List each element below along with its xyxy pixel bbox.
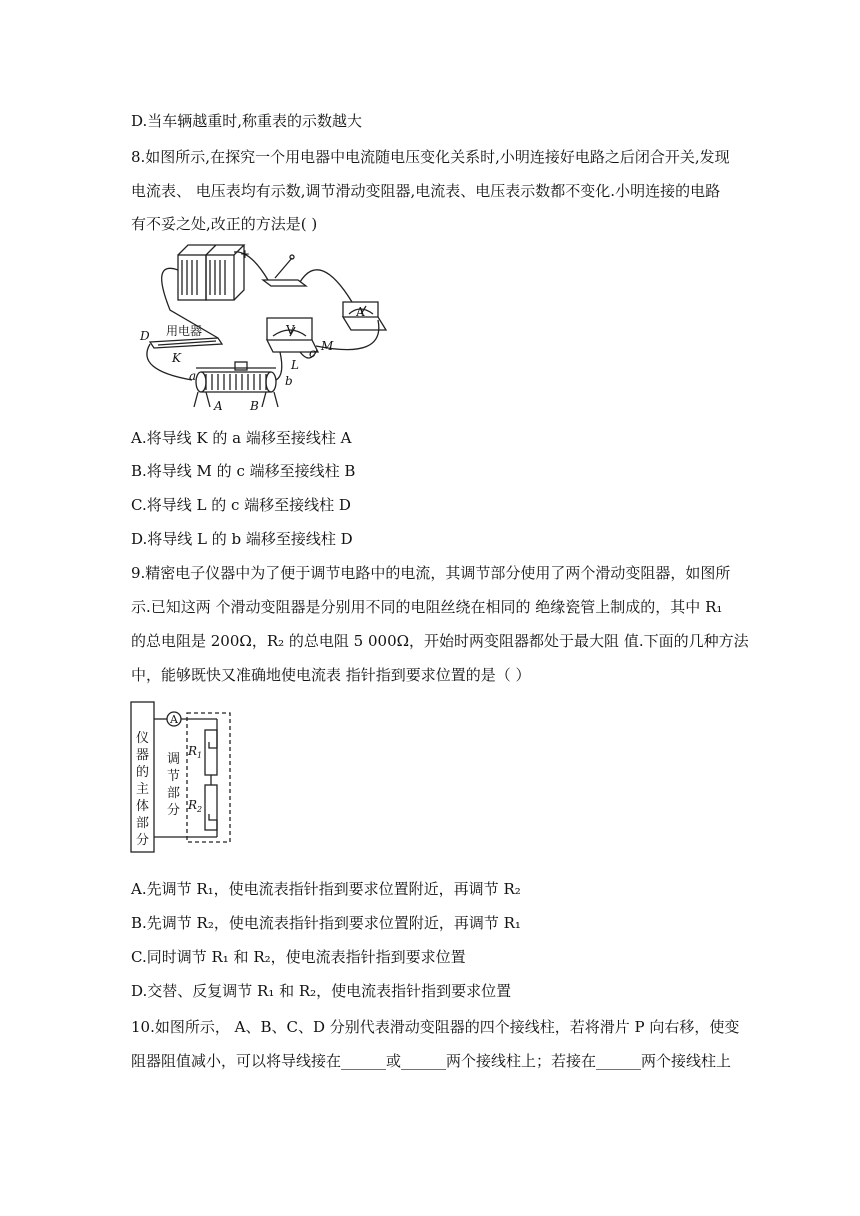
q8-stem-line1: 8.如图所示,在探究一个用电器中电流随电压变化关系时,小明连接好电路之后闭合开关,发现 bbox=[131, 148, 730, 166]
point-a-label: a bbox=[189, 369, 197, 383]
r2-resistor bbox=[205, 785, 217, 830]
q8-stem-line2: 电流表、 电压表均有示数,调节滑动变阻器,电流表、电压表示数都不变化.小明连接的电路 bbox=[131, 182, 721, 200]
q8-option-c: C.将导线 L 的 c 端移至接线柱 D bbox=[131, 496, 351, 514]
terminal-b-label: B bbox=[250, 399, 259, 413]
q9-ammeter-label: A bbox=[170, 713, 178, 726]
main-body-label bbox=[136, 731, 149, 848]
terminal-d-label: D bbox=[140, 329, 150, 343]
regulating-label bbox=[167, 752, 180, 818]
svg-text:主: 主 bbox=[136, 782, 150, 797]
ammeter-label: A bbox=[356, 305, 365, 319]
battery-plus-label: + bbox=[240, 247, 251, 261]
r1-resistor bbox=[205, 730, 217, 775]
device-label: 用电器 bbox=[166, 324, 203, 338]
q10-stem-line1: 10.如图所示， A、B、C、D 分别代表滑动变阻器的四个接线柱，若将滑片 P 向右移，使变 bbox=[131, 1018, 740, 1036]
q9-stem-line4: 中，能够既快又准确地使电流表 指针指到要求位置的是（ ） bbox=[131, 666, 531, 684]
svg-text:部: 部 bbox=[167, 786, 181, 801]
q9-option-d: D.交替、反复调节 R₁ 和 R₂，使电流表指针指到要求位置 bbox=[131, 982, 512, 1000]
svg-text:器: 器 bbox=[136, 748, 150, 763]
q8-option-a: A.将导线 K 的 a 端移至接线柱 A bbox=[131, 429, 352, 447]
q9-stem-line1: 9.精密电子仪器中为了便于调节电路中的电流，其调节部分使用了两个滑动变阻器，如图所 bbox=[131, 564, 731, 582]
svg-text:R1 bbox=[187, 744, 202, 760]
q8-circuit-figure bbox=[130, 240, 390, 415]
svg-text:部: 部 bbox=[136, 816, 150, 831]
svg-text:分: 分 bbox=[167, 803, 181, 818]
svg-text:的: 的 bbox=[136, 765, 150, 780]
svg-text:R2 bbox=[187, 798, 202, 814]
q8-option-b: B.将导线 M 的 c 端移至接线柱 B bbox=[131, 462, 356, 480]
q9-option-a: A.先调节 R₁，使电流表指针指到要求位置附近，再调节 R₂ bbox=[131, 880, 521, 898]
q9-stem-line2: 示.已知这两 个滑动变阻器是分别用不同的电阻丝绕在相同的 绝缘瓷管上制成的，其中 R₁ bbox=[131, 598, 723, 616]
wire-l-label: L bbox=[291, 358, 299, 372]
q9-option-b: B.先调节 R₂，使电流表指针指到要求位置附近，再调节 R₁ bbox=[131, 914, 521, 932]
q10-stem-line2: 阻器阻值减小，可以将导线接在______或______两个接线柱上；若接在______两个接线柱上 bbox=[131, 1052, 732, 1070]
point-b-label: b bbox=[285, 374, 293, 388]
battery-icon bbox=[178, 245, 244, 300]
q7-option-d: D.当车辆越重时,称重表的示数越大 bbox=[131, 112, 363, 130]
r1-subscript: 1 bbox=[197, 751, 203, 760]
q8-stem-line3: 有不妥之处,改正的方法是( ) bbox=[131, 215, 318, 233]
rheostat-icon bbox=[194, 362, 278, 407]
regulating-dashed-box bbox=[187, 713, 230, 842]
r2-label: R bbox=[188, 798, 198, 812]
q9-stem-line3: 的总电阻是 200Ω，R₂ 的总电阻 5 000Ω，开始时两变阻器都处于最大阻 值.下面的几种方法 bbox=[131, 632, 749, 650]
svg-text:分: 分 bbox=[136, 833, 150, 848]
point-c-label: c bbox=[309, 346, 316, 360]
svg-text:仪: 仪 bbox=[136, 731, 150, 746]
svg-text:调: 调 bbox=[167, 752, 181, 767]
voltmeter-label: V bbox=[286, 323, 295, 337]
wire-k-label: K bbox=[172, 351, 181, 365]
svg-text:体: 体 bbox=[136, 799, 150, 814]
terminal-a-label: A bbox=[214, 399, 223, 413]
q9-option-c: C.同时调节 R₁ 和 R₂，使电流表指针指到要求位置 bbox=[131, 948, 466, 966]
wire-m-label: M bbox=[321, 339, 334, 353]
q8-option-d: D.将导线 L 的 b 端移至接线柱 D bbox=[131, 530, 353, 548]
switch-icon bbox=[263, 255, 306, 286]
device-icon bbox=[150, 338, 222, 348]
q9-circuit-figure bbox=[128, 700, 238, 860]
svg-text:节: 节 bbox=[167, 769, 181, 784]
r1-label: R bbox=[188, 744, 198, 758]
r2-subscript: 2 bbox=[197, 805, 203, 814]
